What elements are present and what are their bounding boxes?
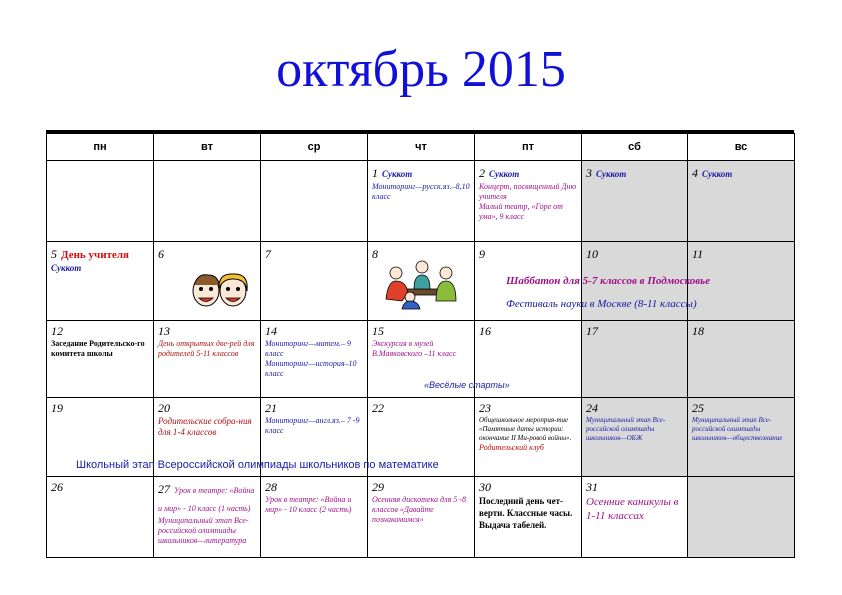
day-number: 27 [158, 482, 170, 496]
day-number: 3 [586, 166, 592, 180]
page-title: октябрь 2015 [276, 41, 566, 98]
day-number: 19 [51, 401, 63, 415]
event-text: Последний день чет-верти. Классные часы. Выдача табелей. [479, 496, 573, 530]
day-number: 11 [692, 247, 704, 261]
event-text: Муниципальный этап Все-российской олимпиады школьников—ОБЖ [586, 416, 666, 442]
day-number: 22 [372, 401, 384, 415]
event-text: День открытых две-рей для родителей 5-11 классов [158, 339, 255, 358]
day-number: 1 [372, 166, 378, 180]
holiday-label: Суккот [702, 169, 733, 179]
day-cell-12 [47, 321, 154, 398]
day-cell-5 [47, 242, 154, 321]
event-text: Мониторинг—англ.яз.– 7 -9 класс [265, 416, 360, 435]
day-number: 16 [479, 324, 491, 338]
weekday-thu: чт [368, 134, 475, 161]
day-cell-28 [261, 477, 368, 558]
weekday-sun: вс [688, 134, 795, 161]
day-number: 7 [265, 247, 271, 261]
day-cell-17 [582, 321, 688, 398]
day-cell-24 [582, 398, 688, 477]
event-text: Муниципальный этап Все-российской олимпиады школьников—обществознание [692, 416, 783, 442]
day-cell-30 [475, 477, 582, 558]
day-number: 6 [158, 247, 164, 261]
weekday-fri: пт [475, 134, 582, 161]
day-number: 24 [586, 401, 598, 415]
empty-cell [261, 161, 368, 242]
event-text: Осенняя дискотека для 5 -8 классов «Давайте познакомимся» [372, 495, 466, 524]
day-cell-2 [475, 161, 582, 242]
event-text: Мониторинг—история–10 класс [265, 359, 357, 378]
event-text: Экскурсия в музей В.Маяковского –11 класс [372, 339, 457, 358]
shabbaton-banner: Шаббатон для 5-7 классов в Подмосковье [506, 275, 711, 287]
day-cell-8 [368, 242, 475, 321]
weekday-wed: ср [261, 134, 368, 161]
week-row-5 [47, 477, 795, 558]
day-number: 8 [372, 247, 378, 261]
weekday-header-row [47, 134, 795, 161]
day-number: 4 [692, 166, 698, 180]
fun-starts-banner: «Весёлые старты» [424, 380, 510, 390]
day-cell-13 [154, 321, 261, 398]
day-number: 20 [158, 401, 170, 415]
festival-banner: Фестиваль науки в Москве (8-11 классы) [506, 298, 697, 310]
day-number: 12 [51, 324, 63, 338]
event-text: Родительские собра-ния для 1-4 классов [158, 416, 252, 437]
day-cell-14 [261, 321, 368, 398]
day-number: 25 [692, 401, 704, 415]
event-text: Концерт, посвященный Дню учителя [479, 182, 577, 201]
day-number: 5 [51, 247, 57, 261]
event-text: Родительский клуб [479, 443, 544, 452]
event-text: Заседание Родительско-го комитета школы [51, 339, 145, 358]
event-text: Малый театр, «Горе от ума», 9 класс [479, 202, 563, 221]
day-number: 26 [51, 480, 63, 494]
day-cell-26 [47, 477, 154, 558]
event-text: Общешкольное мероприя-тие «Памятные даты истории: окончание II Ми-ровой войны». [479, 416, 572, 442]
event-text: Урок в театре: «Война и мир» - 10 класс (1 часть) [158, 486, 255, 513]
day-number: 18 [692, 324, 704, 338]
day-cell-27 [154, 477, 261, 558]
calendar-grid [46, 133, 795, 558]
day-cell-29 [368, 477, 475, 558]
holiday-label: Суккот [382, 169, 413, 179]
day-number: 9 [479, 247, 485, 261]
day-number: 13 [158, 324, 170, 338]
empty-cell [47, 161, 154, 242]
day-cell-7 [261, 242, 368, 321]
kids-clipart-icon [186, 267, 256, 311]
day-number: 28 [265, 480, 277, 494]
empty-cell [688, 477, 795, 558]
day-cell-6 [154, 242, 261, 321]
day-number: 14 [265, 324, 277, 338]
olympiad-banner: Школьный этап Всероссийской олимпиады школьников по математике [76, 459, 439, 471]
day-cell-31 [582, 477, 688, 558]
day-number: 29 [372, 480, 384, 494]
day-cell-1 [368, 161, 475, 242]
week-row-3 [47, 321, 795, 398]
weekday-sat: сб [582, 134, 688, 161]
holiday-label: Суккот [489, 169, 520, 179]
day-cell-18 [688, 321, 795, 398]
day-cell-4 [688, 161, 795, 242]
day-number: 30 [479, 480, 491, 494]
week-row-1 [47, 161, 795, 242]
day-number: 15 [372, 324, 384, 338]
event-text: Мониторинг—русск.яз.–8,10 класс [372, 182, 470, 201]
day-number: 23 [479, 401, 491, 415]
day-number: 17 [586, 324, 598, 338]
event-text: Мониторинг—матем.– 9 класс [265, 339, 351, 358]
day-number: 2 [479, 166, 485, 180]
day-cell-3 [582, 161, 688, 242]
empty-cell [154, 161, 261, 242]
students-clipart-icon [380, 257, 462, 311]
day-cell-23 [475, 398, 582, 477]
event-text: Осенние каникулы в 1-11 классах [586, 496, 679, 522]
day-number: 10 [586, 247, 598, 261]
weekday-mon: пн [47, 134, 154, 161]
weekday-tue: вт [154, 134, 261, 161]
day-number: 31 [586, 480, 598, 494]
event-text: Урок в театре: «Война и мир» - 10 класс (2 часть) [265, 495, 352, 514]
holiday-label: День учителя [61, 249, 129, 261]
holiday-label: Суккот [51, 263, 82, 273]
day-cell-25 [688, 398, 795, 477]
holiday-label: Суккот [596, 169, 627, 179]
event-text: Муниципальный этап Все-российской олимпиады школьников—литература [158, 516, 249, 545]
day-number: 21 [265, 401, 277, 415]
